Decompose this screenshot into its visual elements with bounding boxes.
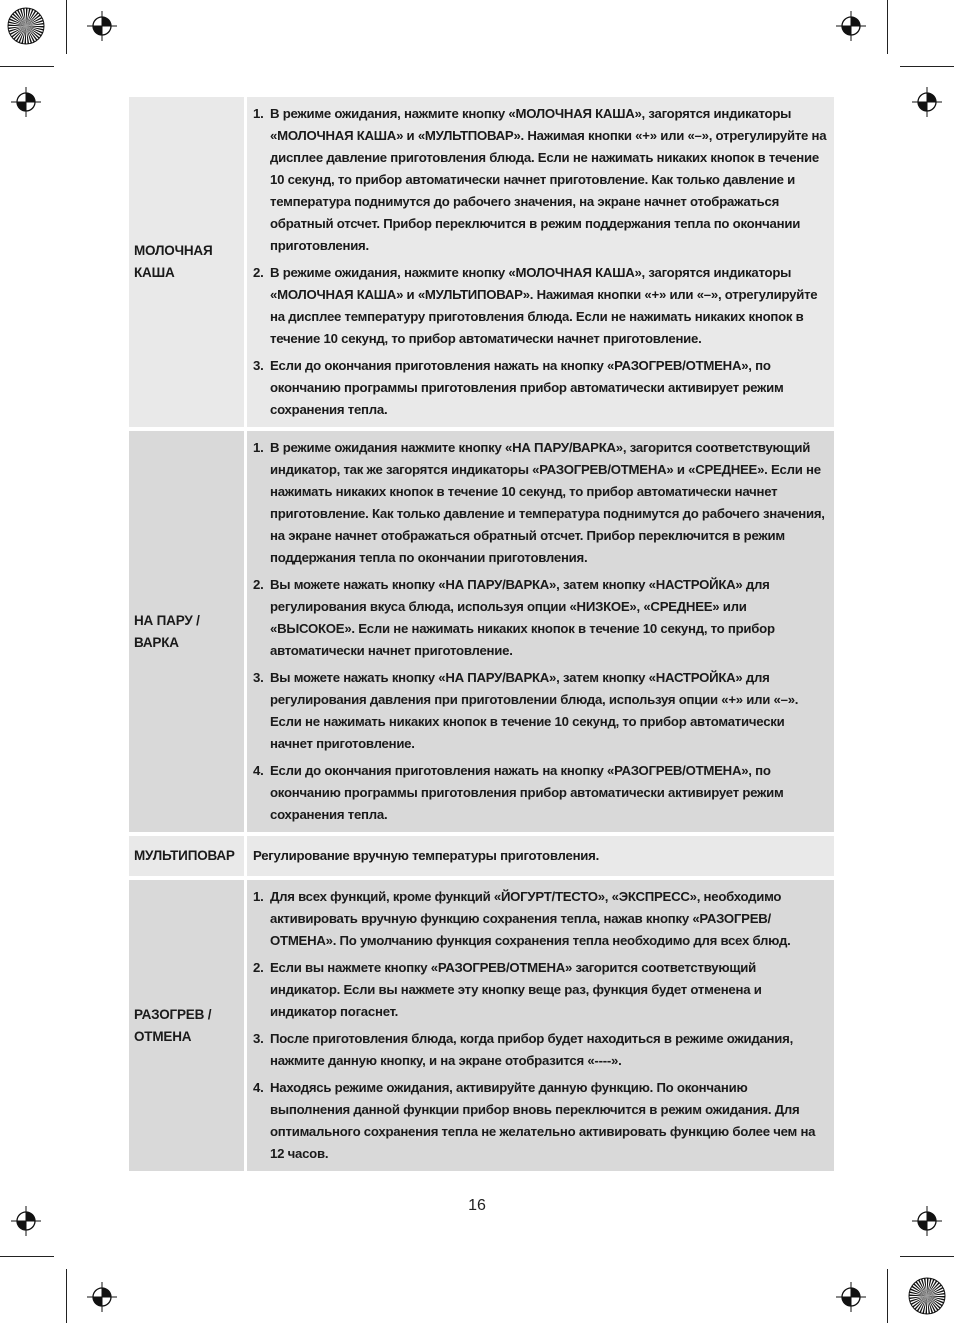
row-label xyxy=(129,97,244,427)
crop-line xyxy=(900,66,954,67)
item-number: 1. xyxy=(253,106,264,121)
item-number: 1. xyxy=(253,440,264,455)
list-item xyxy=(253,760,828,826)
item-text: Вы можете нажать кнопку «НА ПАРУ/ВАРКА», затем кнопку «НАСТРОЙКА» для регулирования вкуса блюда, используя опции «НИЗКОЕ», «СРЕДНЕЕ» или «ВЫСОКОЕ». Если не нажимать никаких кнопок в течение 10 секунд, то прибор автоматически начнет приготовление. xyxy=(270,577,775,658)
item-number: 2. xyxy=(253,265,264,280)
item-text: Если до окончания приготовления нажать на кнопку «РАЗОГРЕВ/ОТМЕНА», по окончанию программы приготовления прибор автоматически активирует режим сохранения тепла. xyxy=(270,763,784,822)
item-number: 2. xyxy=(253,577,264,592)
list-item xyxy=(253,886,828,952)
registration-mark-icon xyxy=(11,87,41,117)
item-text: Если до окончания приготовления нажать на кнопку «РАЗОГРЕВ/ОТМЕНА», по окончанию программы приготовления прибор автоматически активирует режим сохранения тепла. xyxy=(270,358,784,417)
item-number: 3. xyxy=(253,358,264,373)
item-number: 3. xyxy=(253,1031,264,1046)
star-target-icon xyxy=(7,7,45,45)
item-text: Для всех функций, кроме функций «ЙОГУРТ/ТЕСТО», «ЭКСПРЕСС», необходимо активировать вручную функцию сохранения тепла, нажав кнопку «РАЗОГРЕВ/ОТМЕНА». По умолчанию функция сохранения тепла необходимо для всех блюд. xyxy=(270,889,791,948)
item-number: 3. xyxy=(253,670,264,685)
item-text: В режиме ожидания нажмите кнопку «НА ПАРУ/ВАРКА», загорится соответствующий индикатор, так же загорятся индикаторы «РАЗОГРЕВ/ОТМЕНА» и «СРЕДНЕЕ». Если не нажимать никаких кнопок в течение 10 секунд, то прибор автоматически начнет приготовление. Как только давление и температура поднимутся до рабочего значения, на экране начнет отображаться обратный отсчет. Прибор переключится в режим поддержания тепла по окончании приготовления. xyxy=(270,440,825,565)
row-label-line: ОТМЕНА xyxy=(134,1028,192,1044)
list-item xyxy=(253,103,828,257)
crop-line xyxy=(0,1256,54,1257)
list-item xyxy=(253,1077,828,1165)
table-row xyxy=(129,431,834,836)
item-number: 2. xyxy=(253,960,264,975)
registration-mark-icon xyxy=(87,1282,117,1312)
row-label xyxy=(129,880,244,1171)
row-label-line: РАЗОГРЕВ / xyxy=(134,1006,212,1022)
instruction-list xyxy=(253,103,828,421)
row-label xyxy=(129,431,244,832)
item-text: В режиме ожидания, нажмите кнопку «МОЛОЧНАЯ КАША», загорятся индикаторы «МОЛОЧНАЯ КАША» и «МУЛЬТИПОВАР». Нажимая кнопки «+» или «–», отрегулируйте на дисплее температуру приготовления блюда. Если не нажимать никаких кнопок в течение 10 секунд, то прибор автоматически начнет приготовление. xyxy=(270,265,818,346)
row-description xyxy=(247,97,834,427)
row-label-line: МУЛЬТИПОВАР xyxy=(134,848,235,863)
row-label-line: ВАРКА xyxy=(134,634,179,650)
crop-line xyxy=(900,1256,954,1257)
item-text: После приготовления блюда, когда прибор будет находиться в режиме ожидания, нажмите данную кнопку, и на экране отобразится «----». xyxy=(270,1031,793,1068)
list-item xyxy=(253,574,828,662)
item-text: Регулирование вручную температуры приготовления. xyxy=(253,848,599,863)
crop-line xyxy=(887,1269,888,1323)
list-item xyxy=(253,262,828,350)
row-label-line: МОЛОЧНАЯ xyxy=(134,243,213,258)
item-text: В режиме ожидания, нажмите кнопку «МОЛОЧНАЯ КАША», загорятся индикаторы «МОЛОЧНАЯ КАША» и «МУЛЬТПОВАР». Нажимая кнопки «+» или «–», отрегулируйте на дисплее давление приготовления блюда. Если не нажимать никаких кнопок в течение 10 секунд, то прибор автоматически начнет приготовление. Как только давление и температура поднимутся до рабочего значения, на экране начнет отображаться обратный отсчет. Прибор переключится в режим поддержания тепла по окончании приготовления. xyxy=(270,106,827,253)
list-item xyxy=(253,957,828,1023)
row-description xyxy=(247,431,834,832)
item-number: 1. xyxy=(253,889,264,904)
list-item xyxy=(253,437,828,569)
list-item xyxy=(253,667,828,755)
instruction-list xyxy=(253,437,828,826)
table-row xyxy=(129,836,834,880)
crop-line xyxy=(887,0,888,54)
table-row xyxy=(129,97,834,431)
list-item xyxy=(253,1028,828,1072)
row-description xyxy=(247,880,834,1171)
table-row xyxy=(129,880,834,1171)
crop-line xyxy=(66,0,67,54)
settings-table xyxy=(129,97,834,1171)
page-number: 16 xyxy=(468,1197,486,1214)
row-label-line: КАША xyxy=(134,265,175,280)
list-item xyxy=(253,355,828,421)
row-description xyxy=(247,836,834,876)
item-number: 4. xyxy=(253,1080,264,1095)
item-text: Находясь режиме ожидания, активируйте данную функцию. По окончанию выполнения данной функции прибор вновь переключится в режим ожидания. Для оптимального сохранения тепла не желательно активировать функцию более чем на 12 часов. xyxy=(270,1080,816,1161)
registration-mark-icon xyxy=(87,11,117,41)
star-target-icon xyxy=(908,1277,946,1315)
item-number: 4. xyxy=(253,763,264,778)
crop-line xyxy=(0,66,54,67)
registration-mark-icon xyxy=(836,11,866,41)
crop-line xyxy=(66,1269,67,1323)
registration-mark-icon xyxy=(836,1282,866,1312)
row-label-line: НА ПАРУ / xyxy=(134,612,200,628)
row-label xyxy=(129,836,244,876)
instruction-list xyxy=(253,886,828,1165)
registration-mark-icon xyxy=(912,87,942,117)
item-text: Если вы нажмете кнопку «РАЗОГРЕВ/ОТМЕНА» загорится соответствующий индикатор. Если вы нажмете эту кнопку веще раз, функция будет отменена и индикатор погаснет. xyxy=(270,960,762,1019)
item-text: Вы можете нажать кнопку «НА ПАРУ/ВАРКА», затем кнопку «НАСТРОЙКА» для регулирования давления при приготовлении блюда, используя опции «+» или «–». Если не нажимать никаких кнопок в течение 10 секунд, то прибор автоматически начнет приготовление. xyxy=(270,670,799,751)
